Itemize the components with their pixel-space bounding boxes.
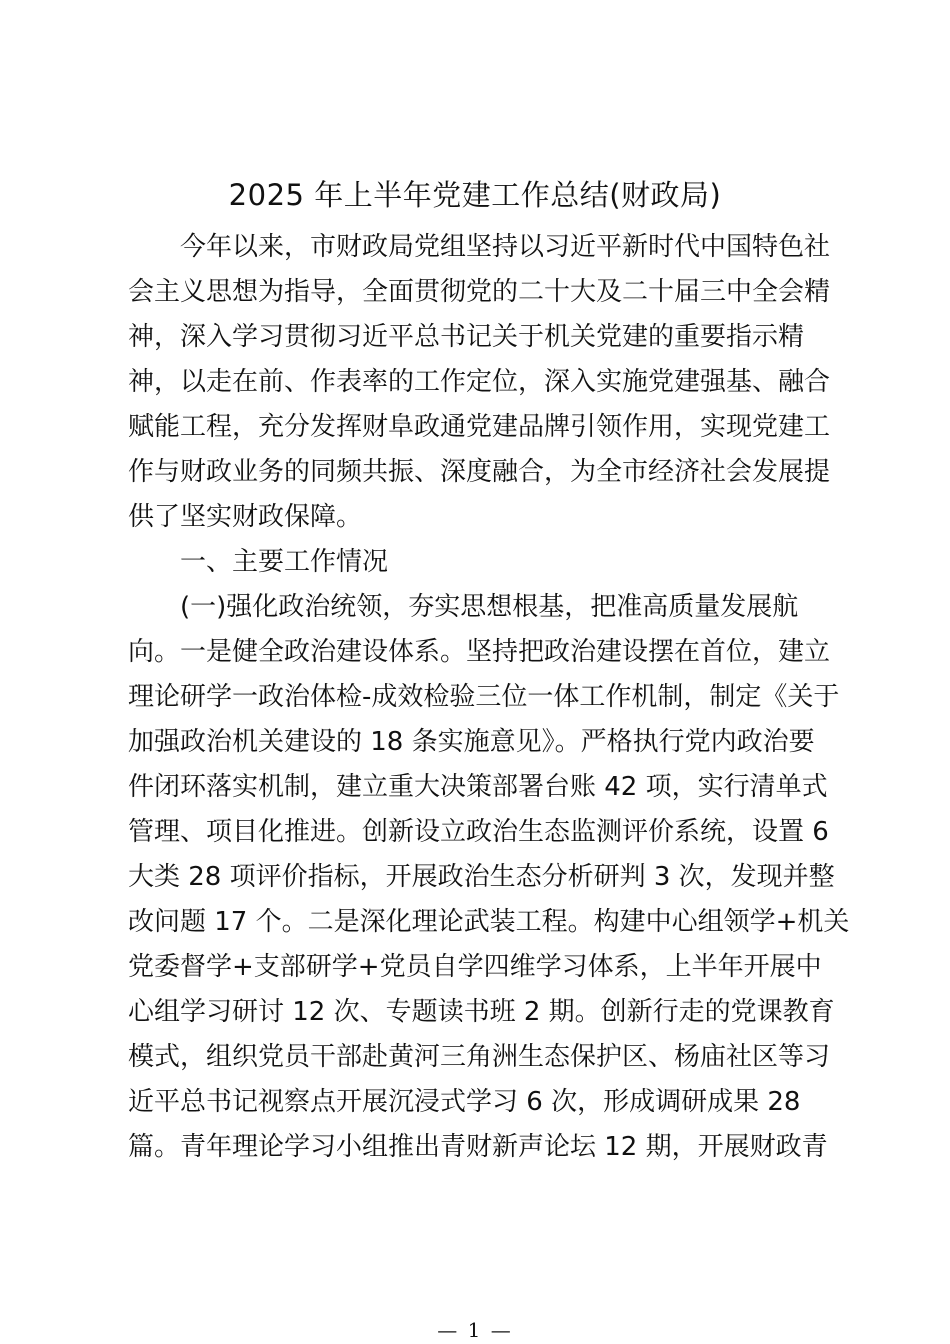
body-line: 作与财政业务的同频共振、深度融合，为全市经济社会发展提 [128, 457, 831, 487]
body-line: 件闭环落实机制，建立重大决策部署台账 42 项，实行清单式 [128, 772, 828, 802]
body-line: 神，以走在前、作表率的工作定位，深入实施党建强基、融合 [128, 367, 831, 397]
body-line: 心组学习研讨 12 次、专题读书班 2 期。创新行走的党课教育 [128, 997, 835, 1027]
body-line: 大类 28 项评价指标，开展政治生态分析研判 3 次，发现并整 [128, 862, 835, 892]
body-line: 模式，组织党员干部赴黄河三角洲生态保护区、杨庙社区等习 [128, 1042, 831, 1072]
body-line: 神，深入学习贯彻习近平总书记关于机关党建的重要指示精 [128, 322, 805, 352]
body-line: 加强政治机关建设的 18 条实施意见》。严格执行党内政治要 [128, 727, 815, 757]
body-line: 改问题 17 个。二是深化理论武装工程。构建中心组领学+机关 [128, 907, 850, 937]
section-heading: 一、主要工作情况 [180, 547, 389, 577]
document-title: 2025 年上半年党建工作总结(财政局) [228, 178, 722, 212]
subsection-heading-line: (一)强化政治统领，夯实思想根基，把准高质量发展航 [180, 592, 799, 622]
body-line: 今年以来，市财政局党组坚持以习近平新时代中国特色社 [180, 232, 831, 262]
document-body [128, 225, 850, 1170]
body-line: 赋能工程，充分发挥财阜政通党建品牌引领作用，实现党建工 [128, 412, 831, 442]
body-line: 篇。青年理论学习小组推出青财新声论坛 12 期，开展财政青 [128, 1132, 828, 1162]
body-line: 管理、项目化推进。创新设立政治生态监测评价系统，设置 6 [128, 817, 829, 847]
body-line: 近平总书记视察点开展沉浸式学习 6 次，形成调研成果 28 [128, 1087, 801, 1117]
body-line: 党委督学+支部研学+党员自学四维学习体系，上半年开展中 [128, 952, 822, 982]
page-number: — 1 — [437, 1318, 513, 1342]
body-line: 理论研学一政治体检-成效检验三位一体工作机制，制定《关于 [128, 682, 840, 712]
body-line: 向。一是健全政治建设体系。坚持把政治建设摆在首位，建立 [128, 637, 831, 667]
body-line: 会主义思想为指导，全面贯彻党的二十大及二十届三中全会精 [128, 277, 831, 307]
body-line: 供了坚实财政保障。 [128, 502, 363, 532]
